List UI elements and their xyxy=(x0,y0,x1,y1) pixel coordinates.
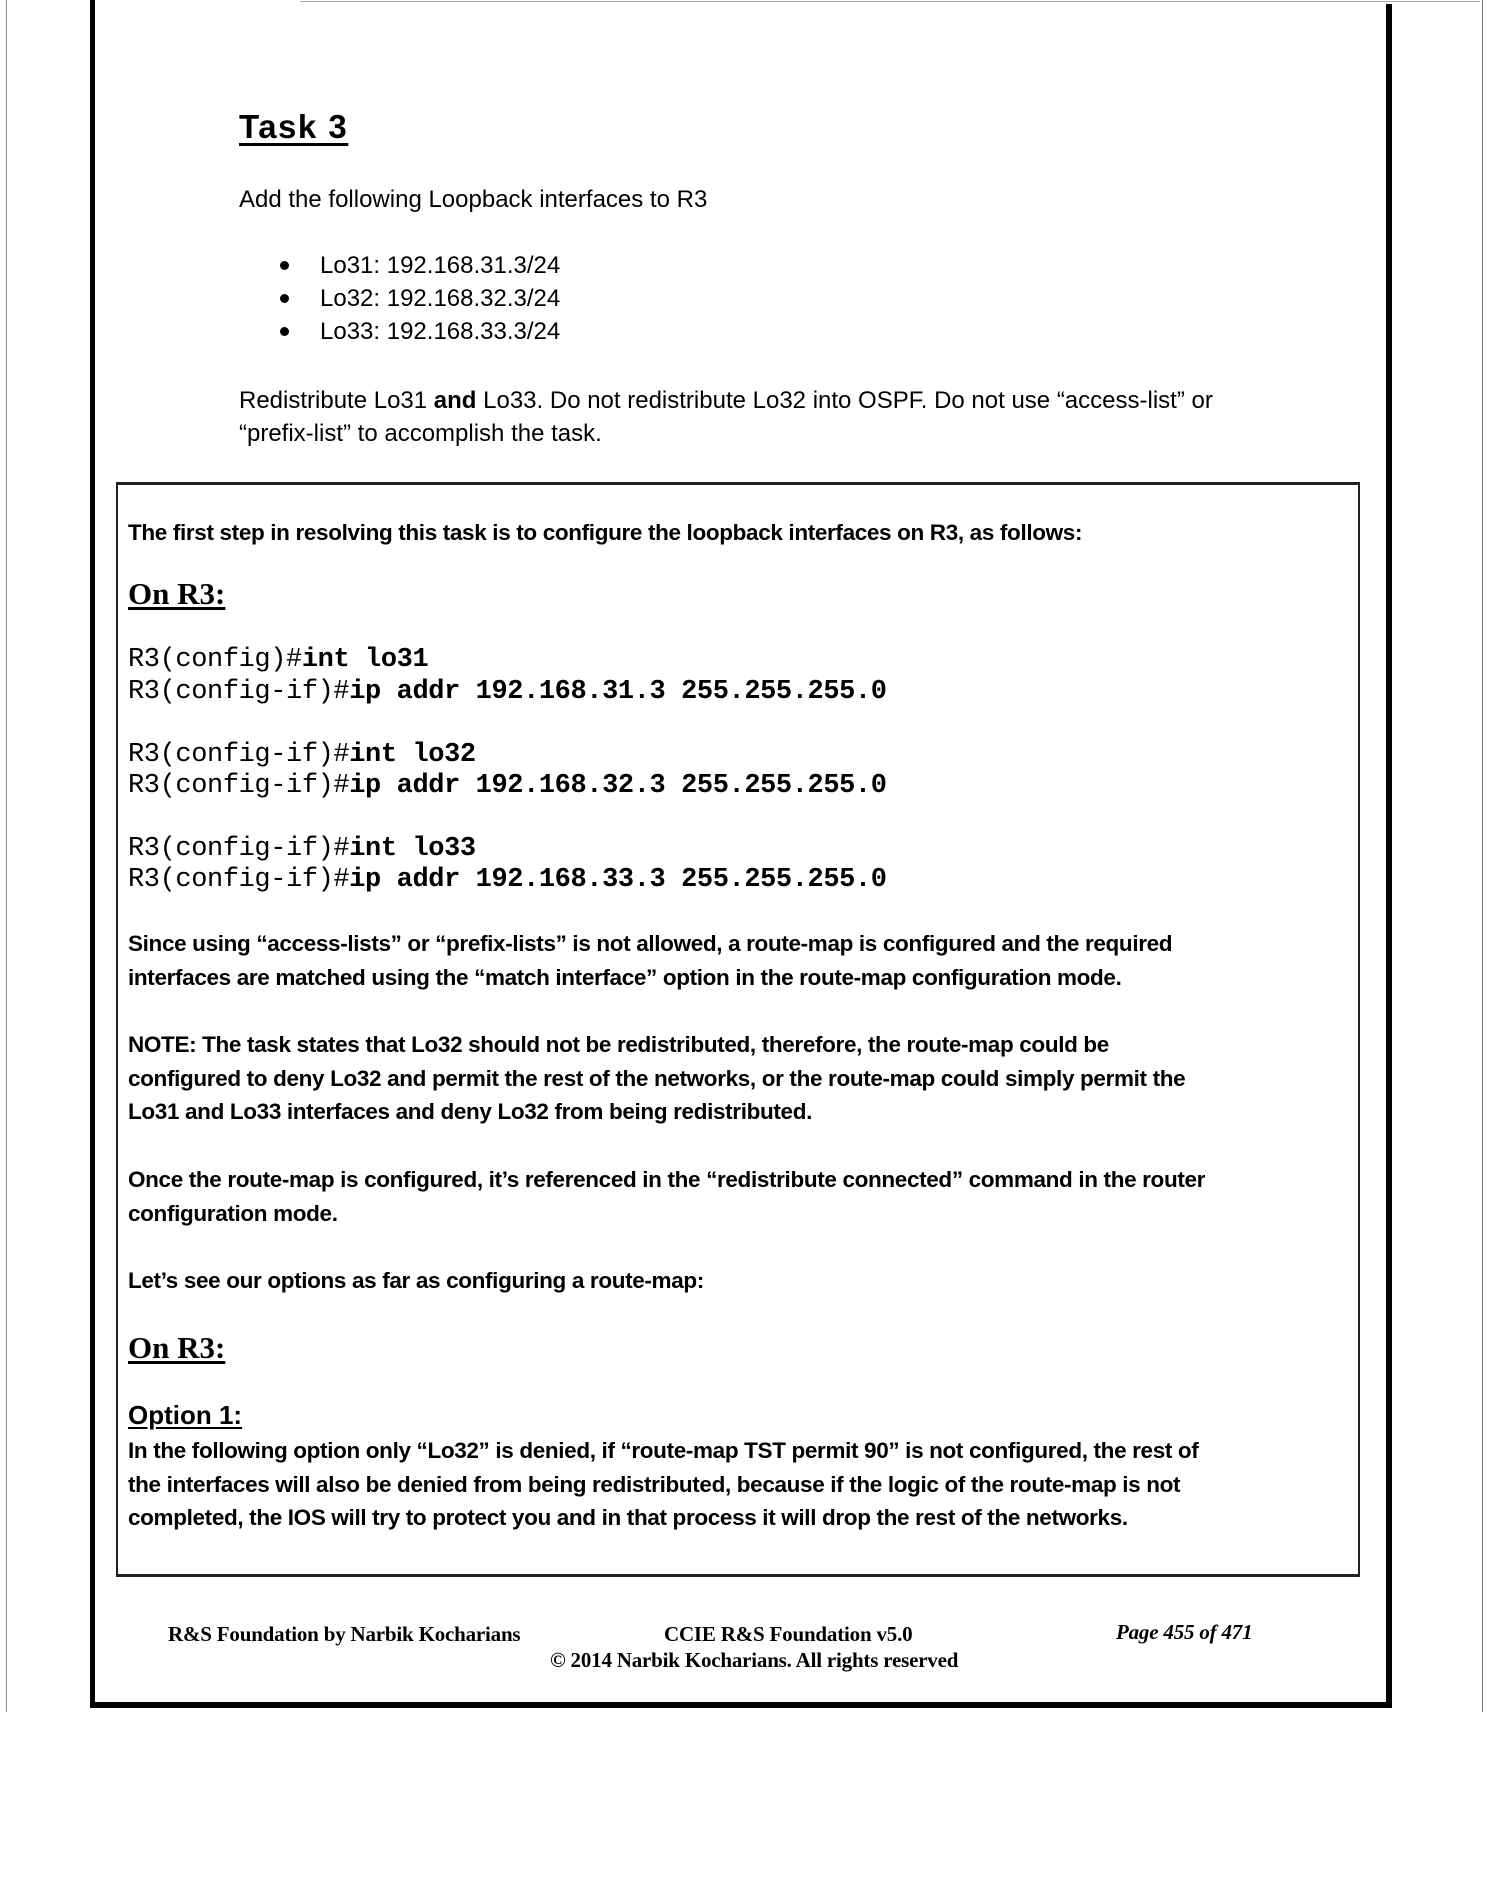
loopback-list xyxy=(284,249,560,348)
footer-page-number: Page 455 of 471 xyxy=(1116,1620,1253,1644)
on-r3-heading: On R3: xyxy=(128,576,226,611)
scan-edge-right xyxy=(1482,0,1483,1712)
footer-author: R&S Foundation by Narbik Kocharians xyxy=(168,1622,521,1646)
code-line: R3(config-if)#int lo32 xyxy=(128,740,476,770)
since-paragraph: Since using “access-lists” or “prefix-lists” is not allowed, a route-map is configured and the required interfaces are matched using the “match interface” option in the route-map configuration mode. xyxy=(128,931,1173,990)
task-intro: Add the following Loopback interfaces to R3 xyxy=(239,186,708,213)
bullet-icon xyxy=(280,327,289,336)
once-paragraph: Once the route-map is configured, it’s referenced in the “redistribute connected” command in the router configuration mode. xyxy=(128,1167,1206,1226)
page-border-left xyxy=(90,0,95,1708)
code-line: R3(config-if)#ip addr 192.168.32.3 255.255.255.0 xyxy=(128,771,887,801)
code-line: R3(config-if)#int lo33 xyxy=(128,834,476,864)
footer-book-title: CCIE R&S Foundation v5.0 xyxy=(664,1622,913,1646)
scan-edge-left xyxy=(6,0,7,1712)
page-border-bottom xyxy=(90,1702,1392,1708)
list-item: Lo31: 192.168.31.3/24 xyxy=(284,249,560,282)
code-line: R3(config-if)#ip addr 192.168.33.3 255.255.255.0 xyxy=(128,865,887,895)
option-1-paragraph: In the following option only “Lo32” is denied, if “route-map TST permit 90” is not configured, the rest of the interfaces will also be denied from being redistributed, because if the logic of the route-map is not completed, the IOS will try to protect you and in that process it will drop the rest of the networks. xyxy=(128,1438,1199,1530)
footer-copyright: © 2014 Narbik Kocharians. All rights reserved xyxy=(550,1648,959,1672)
bullet-icon xyxy=(280,261,289,270)
task-title: Task 3 xyxy=(239,108,349,145)
list-item: Lo32: 192.168.32.3/24 xyxy=(284,282,560,315)
task-instructions: Redistribute Lo31 and Lo33. Do not redistribute Lo32 into OSPF. Do not use “access-list” or “prefix-list” to accomplish the task. xyxy=(239,387,1213,447)
scan-edge-top xyxy=(300,1,1480,2)
code-line: R3(config)#int lo31 xyxy=(128,645,429,675)
on-r3-heading: On R3: xyxy=(128,1330,226,1365)
first-step-text: The first step in resolving this task is to configure the loopback interfaces on R3, as follows: xyxy=(128,520,1083,545)
lets-see-text: Let’s see our options as far as configuring a route-map: xyxy=(128,1268,704,1293)
code-line: R3(config-if)#ip addr 192.168.31.3 255.255.255.0 xyxy=(128,677,887,707)
list-item: Lo33: 192.168.33.3/24 xyxy=(284,315,560,348)
option-1-title: Option 1: xyxy=(128,1400,243,1430)
page-border-right xyxy=(1386,4,1392,1708)
note-paragraph: NOTE: The task states that Lo32 should not be redistributed, therefore, the route-map could be configured to deny Lo32 and permit the rest of the networks, or the route-map could simply permit the Lo31 and Lo33 interfaces and deny Lo32 from being redistributed. xyxy=(128,1032,1186,1124)
bullet-icon xyxy=(280,294,289,303)
